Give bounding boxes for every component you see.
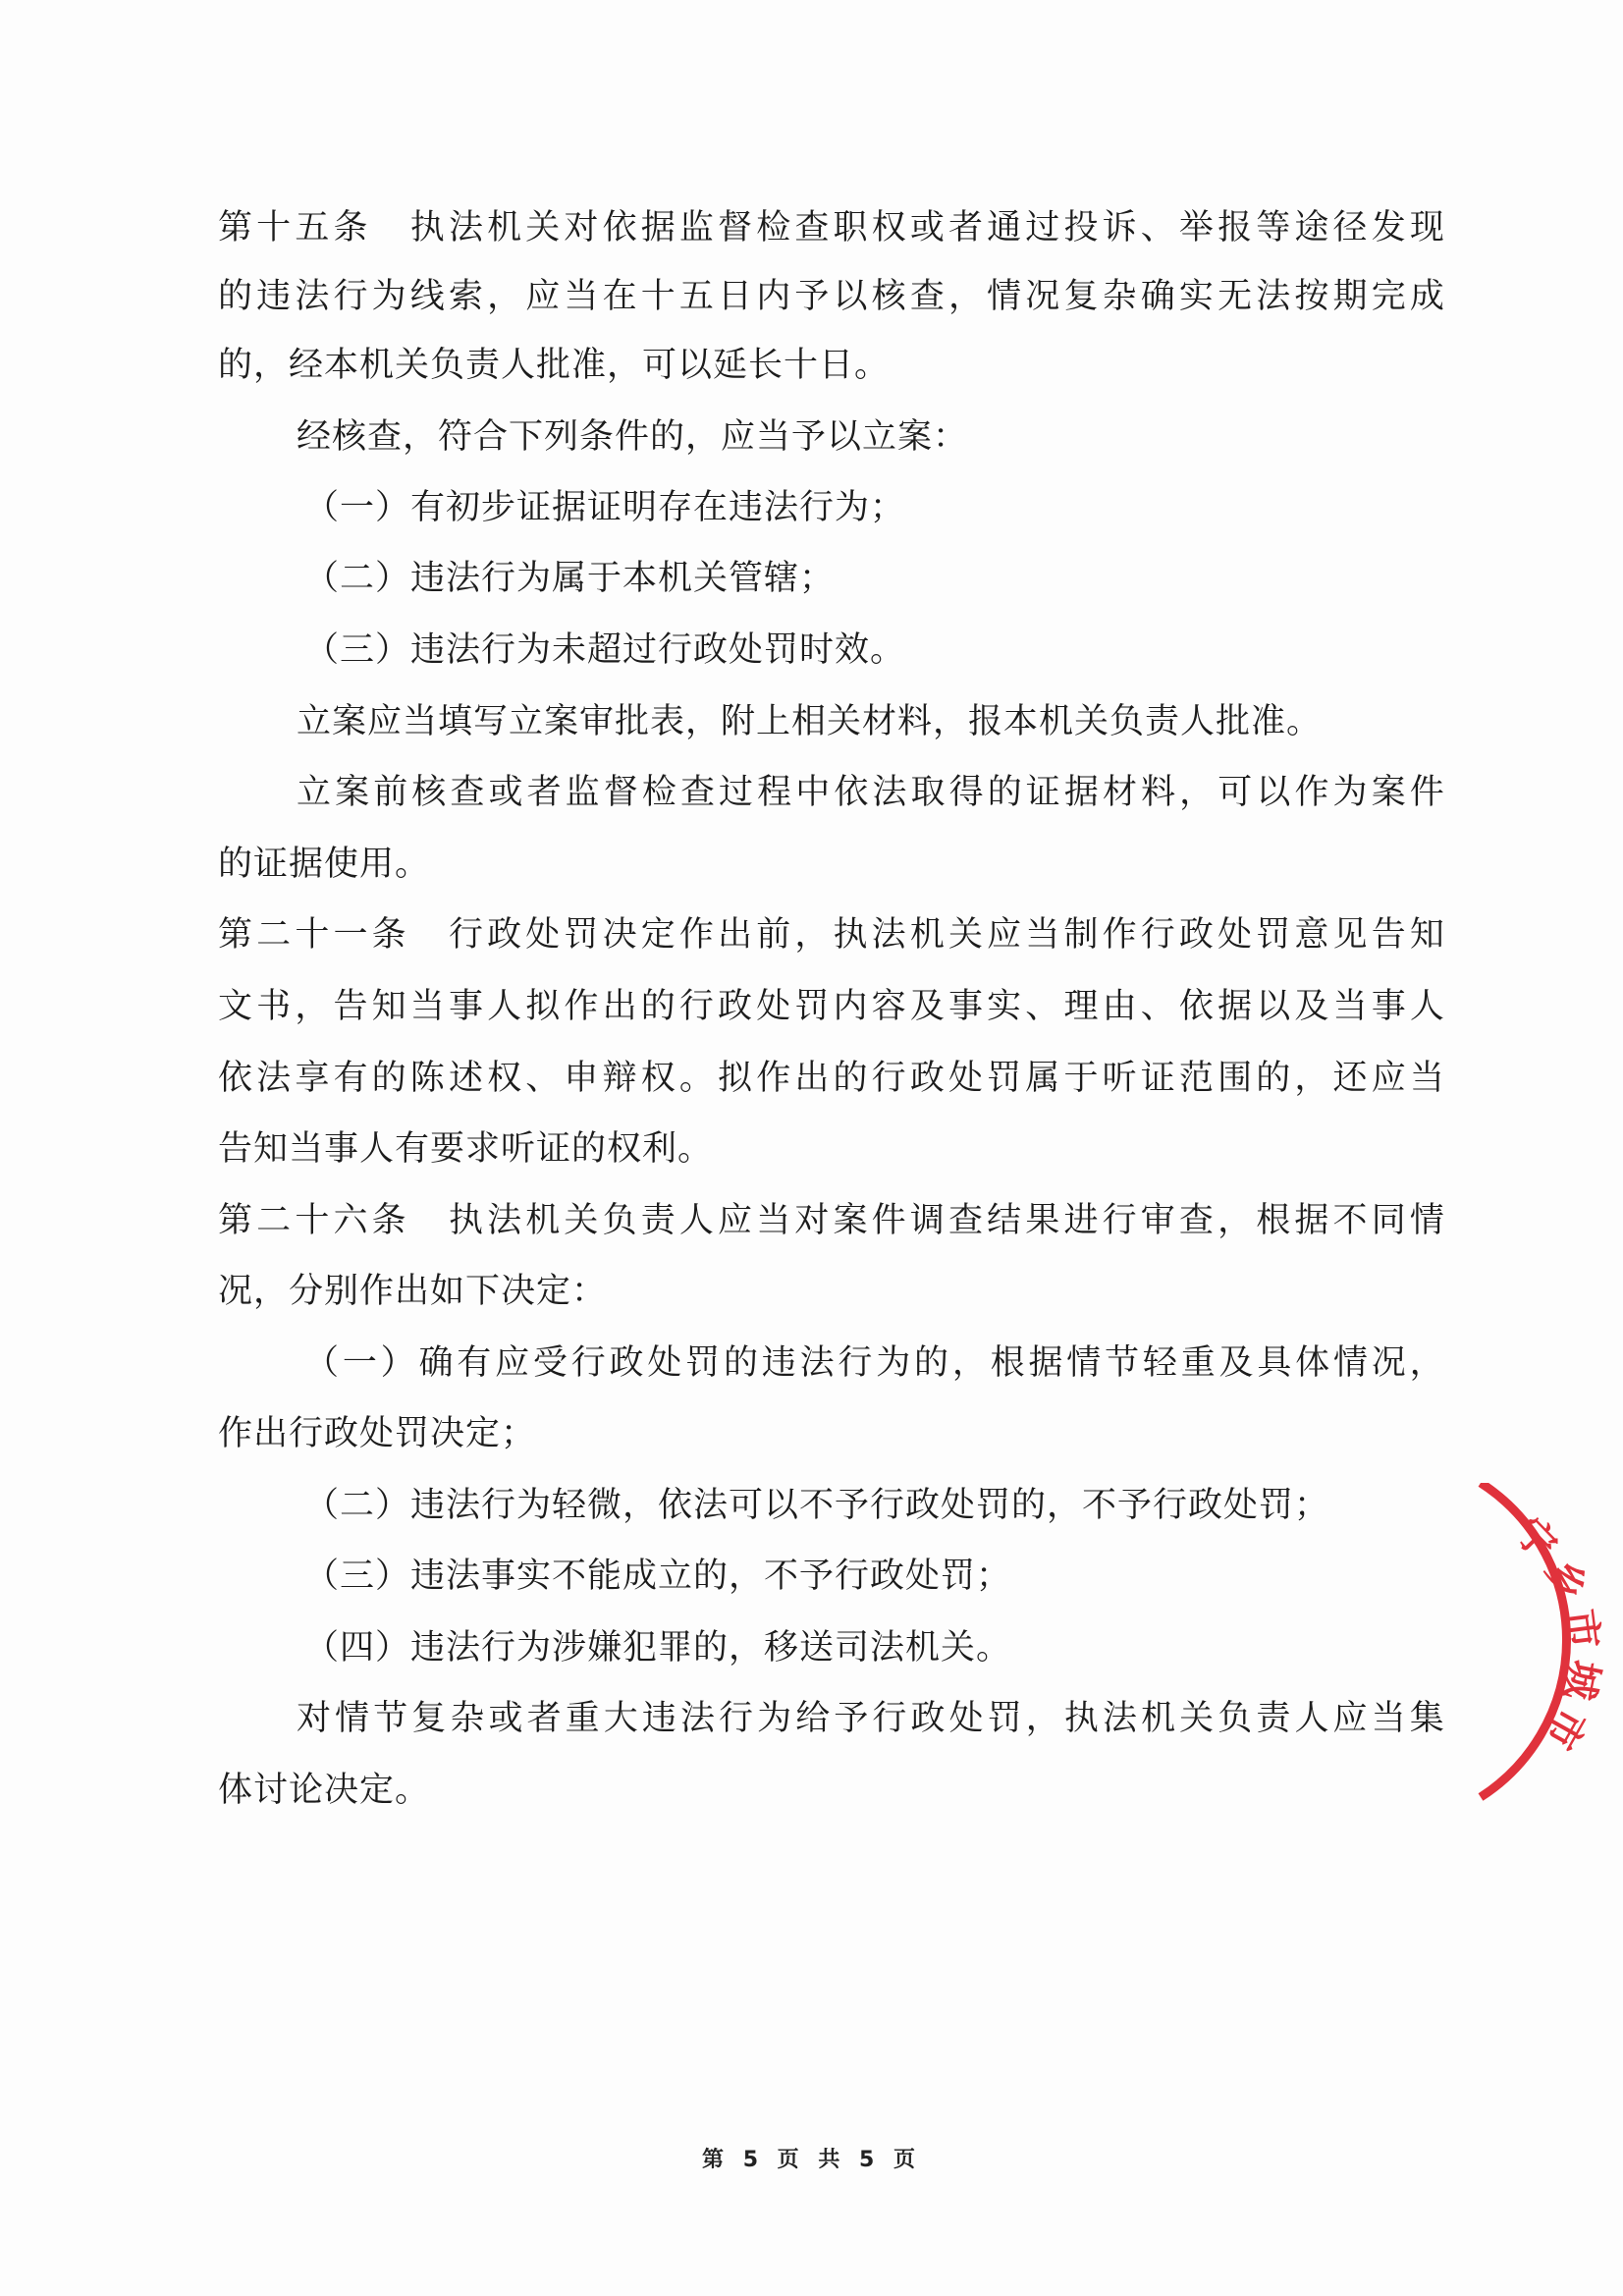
page-number: 第 5 页 共 5 页 [702, 2148, 921, 2172]
article-15-paragraph-2: 经核查，符合下列条件的，应当予以立案： [297, 417, 969, 457]
article-21-line-2: 文 书 ， 告 知 当 事 人 拟 作 出 的 行 政 处 罚 内 容 及 事 实 、 理 由 、 依 据 以 及 当 事 人 [218, 987, 1445, 1026]
decision-item-2: （二）违法行为轻微，依法可以不予行政处罚的，不予行政处罚； [304, 1486, 1330, 1525]
article-15-paragraph-3: 立案应当填写立案审批表，附上相关材料，报本机关负责人批准。 [297, 702, 1323, 741]
article-26-line-1: 第 二 十 六 条 执 法 机 关 负 责 人 应 当 对 案 件 调 查 结 果 进 行 审 查 ， 根 据 不 同 情 [218, 1201, 1445, 1240]
condition-item-2: （二）违法行为属于本机关管辖； [304, 559, 836, 598]
article-21-line-3: 依 法 享 有 的 陈 述 权 、 申 辩 权 。 拟 作 出 的 行 政 处 罚 属 于 听 证 范 围 的 ， 还 应 当 [218, 1059, 1445, 1098]
condition-item-1: （一）有初步证据证明存在违法行为； [304, 488, 906, 527]
article-15-paragraph-4-line-1: 立 案 前 核 查 或 者 监 督 检 查 过 程 中 依 法 取 得 的 证 据 材 料 ， 可 以 作 为 案 件 [297, 773, 1445, 812]
article-15-line-1: 第 十 五 条 执 法 机 关 对 依 据 监 督 检 查 职 权 或 者 通 过 投 诉 、 举 报 等 途 径 发 现 [218, 208, 1445, 247]
article-26-paragraph-2-line-1: 对 情 节 复 杂 或 者 重 大 违 法 行 为 给 予 行 政 处 罚 ， 执 法 机 关 负 责 人 应 当 集 [297, 1699, 1445, 1738]
article-26-line-2: 况，分别作出如下决定： [218, 1272, 608, 1311]
article-15-line-2: 的 违 法 行 为 线 索 ， 应 当 在 十 五 日 内 予 以 核 查 ， 情 况 复 杂 确 实 无 法 按 期 完 成 [218, 277, 1445, 316]
article-26-paragraph-2-line-2: 体讨论决定。 [218, 1771, 431, 1810]
decision-item-4: （四）违法行为涉嫌犯罪的，移送司法机关。 [304, 1628, 1012, 1667]
article-15-paragraph-4-line-2: 的证据使用。 [218, 845, 431, 884]
condition-item-3: （三）违法行为未超过行政处罚时效。 [304, 630, 906, 670]
decision-item-1-line-2: 作出行政处罚决定； [218, 1414, 537, 1453]
seal-text [1505, 1509, 1607, 1764]
seal-text-path: 宁乡市城市 [1505, 1508, 1608, 1764]
article-21-line-4: 告知当事人有要求听证的权利。 [218, 1129, 714, 1169]
official-seal [1473, 1483, 1623, 1807]
article-21-line-1: 第 二 十 一 条 行 政 处 罚 决 定 作 出 前 ， 执 法 机 关 应 当 制 作 行 政 处 罚 意 见 告 知 [218, 915, 1445, 955]
decision-item-1-line-1: （ 一 ） 确 有 应 受 行 政 处 罚 的 违 法 行 为 的 ， 根 据 情 节 轻 重 及 具 体 情 况 ， [304, 1343, 1445, 1383]
decision-item-3: （三）违法事实不能成立的，不予行政处罚； [304, 1557, 1012, 1596]
article-15-line-3: 的，经本机关负责人批准，可以延长十日。 [218, 346, 891, 385]
